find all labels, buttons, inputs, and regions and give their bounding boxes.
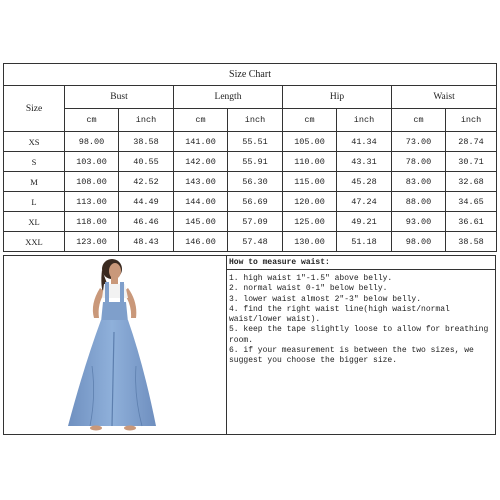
size-cell: XS xyxy=(4,132,65,152)
unit-header: inch xyxy=(446,109,497,132)
group-header-waist: Waist xyxy=(392,86,497,109)
size-chart-table xyxy=(3,63,497,252)
table-row xyxy=(4,172,497,192)
size-cell: S xyxy=(4,152,65,172)
measure-item: 4. find the right waist line(high waist/normal waist/lower waist). xyxy=(229,304,450,325)
measure-list xyxy=(226,270,495,367)
value-cell: 110.00 xyxy=(283,152,337,172)
group-header-bust: Bust xyxy=(65,86,174,109)
group-header-length: Length xyxy=(174,86,283,109)
value-cell: 118.00 xyxy=(65,212,119,232)
value-cell: 130.00 xyxy=(283,232,337,252)
measure-item: 2. normal waist 0-1" below belly. xyxy=(229,284,388,294)
value-cell: 125.00 xyxy=(283,212,337,232)
value-cell: 123.00 xyxy=(65,232,119,252)
value-cell: 46.46 xyxy=(119,212,174,232)
value-cell: 78.00 xyxy=(392,152,446,172)
unit-header: cm xyxy=(392,109,446,132)
table-row xyxy=(4,192,497,212)
value-cell: 43.31 xyxy=(337,152,392,172)
table-row xyxy=(4,152,497,172)
chart-title: Size Chart xyxy=(4,64,497,86)
value-cell: 38.58 xyxy=(119,132,174,152)
value-cell: 47.24 xyxy=(337,192,392,212)
table-row xyxy=(4,132,497,152)
unit-header: inch xyxy=(119,109,174,132)
value-cell: 143.00 xyxy=(174,172,228,192)
value-cell: 83.00 xyxy=(392,172,446,192)
value-cell: 48.43 xyxy=(119,232,174,252)
size-cell: L xyxy=(4,192,65,212)
value-cell: 28.74 xyxy=(446,132,497,152)
size-cell: M xyxy=(4,172,65,192)
size-cell: XXL xyxy=(4,232,65,252)
value-cell: 36.61 xyxy=(446,212,497,232)
value-cell: 30.71 xyxy=(446,152,497,172)
value-cell: 57.09 xyxy=(228,212,283,232)
value-cell: 115.00 xyxy=(283,172,337,192)
value-cell: 49.21 xyxy=(337,212,392,232)
value-cell: 44.49 xyxy=(119,192,174,212)
model-wearing-overalls-image xyxy=(4,256,226,434)
group-header-hip: Hip xyxy=(283,86,392,109)
value-cell: 56.30 xyxy=(228,172,283,192)
value-cell: 108.00 xyxy=(65,172,119,192)
value-cell: 55.51 xyxy=(228,132,283,152)
value-cell: 146.00 xyxy=(174,232,228,252)
measure-item: 1. high waist 1"-1.5" above belly. xyxy=(229,274,393,283)
product-photo xyxy=(4,256,227,434)
unit-header: cm xyxy=(174,109,228,132)
size-header: Size xyxy=(4,86,65,132)
value-cell: 40.55 xyxy=(119,152,174,172)
value-cell: 120.00 xyxy=(283,192,337,212)
unit-header: inch xyxy=(337,109,392,132)
value-cell: 38.58 xyxy=(446,232,497,252)
value-cell: 144.00 xyxy=(174,192,228,212)
measure-title: How to measure waist: xyxy=(226,256,495,270)
size-cell: XL xyxy=(4,212,65,232)
value-cell: 57.48 xyxy=(228,232,283,252)
measure-item: 3. lower waist almost 2"-3" below belly. xyxy=(229,294,422,304)
unit-header: inch xyxy=(228,109,283,132)
value-cell: 51.18 xyxy=(337,232,392,252)
value-cell: 93.00 xyxy=(392,212,446,232)
value-cell: 56.69 xyxy=(228,192,283,212)
unit-header: cm xyxy=(283,109,337,132)
value-cell: 55.91 xyxy=(228,152,283,172)
value-cell: 73.00 xyxy=(392,132,446,152)
measure-item: 5. keep the tape slightly loose to allow for breathing room. xyxy=(229,325,489,345)
value-cell: 32.68 xyxy=(446,172,497,192)
measure-instructions xyxy=(226,256,495,434)
measurement-section xyxy=(3,255,496,435)
value-cell: 142.00 xyxy=(174,152,228,172)
value-cell: 98.00 xyxy=(65,132,119,152)
value-cell: 105.00 xyxy=(283,132,337,152)
value-cell: 103.00 xyxy=(65,152,119,172)
value-cell: 145.00 xyxy=(174,212,228,232)
table-row xyxy=(4,212,497,232)
value-cell: 113.00 xyxy=(65,192,119,212)
value-cell: 42.52 xyxy=(119,172,174,192)
unit-header: cm xyxy=(65,109,119,132)
table-row xyxy=(4,232,497,252)
value-cell: 45.28 xyxy=(337,172,392,192)
value-cell: 88.00 xyxy=(392,192,446,212)
measure-item: 6. if your measurement is between the two sizes, we suggest you choose the bigger size. xyxy=(229,346,474,366)
value-cell: 98.00 xyxy=(392,232,446,252)
value-cell: 34.65 xyxy=(446,192,497,212)
value-cell: 141.00 xyxy=(174,132,228,152)
value-cell: 41.34 xyxy=(337,132,392,152)
